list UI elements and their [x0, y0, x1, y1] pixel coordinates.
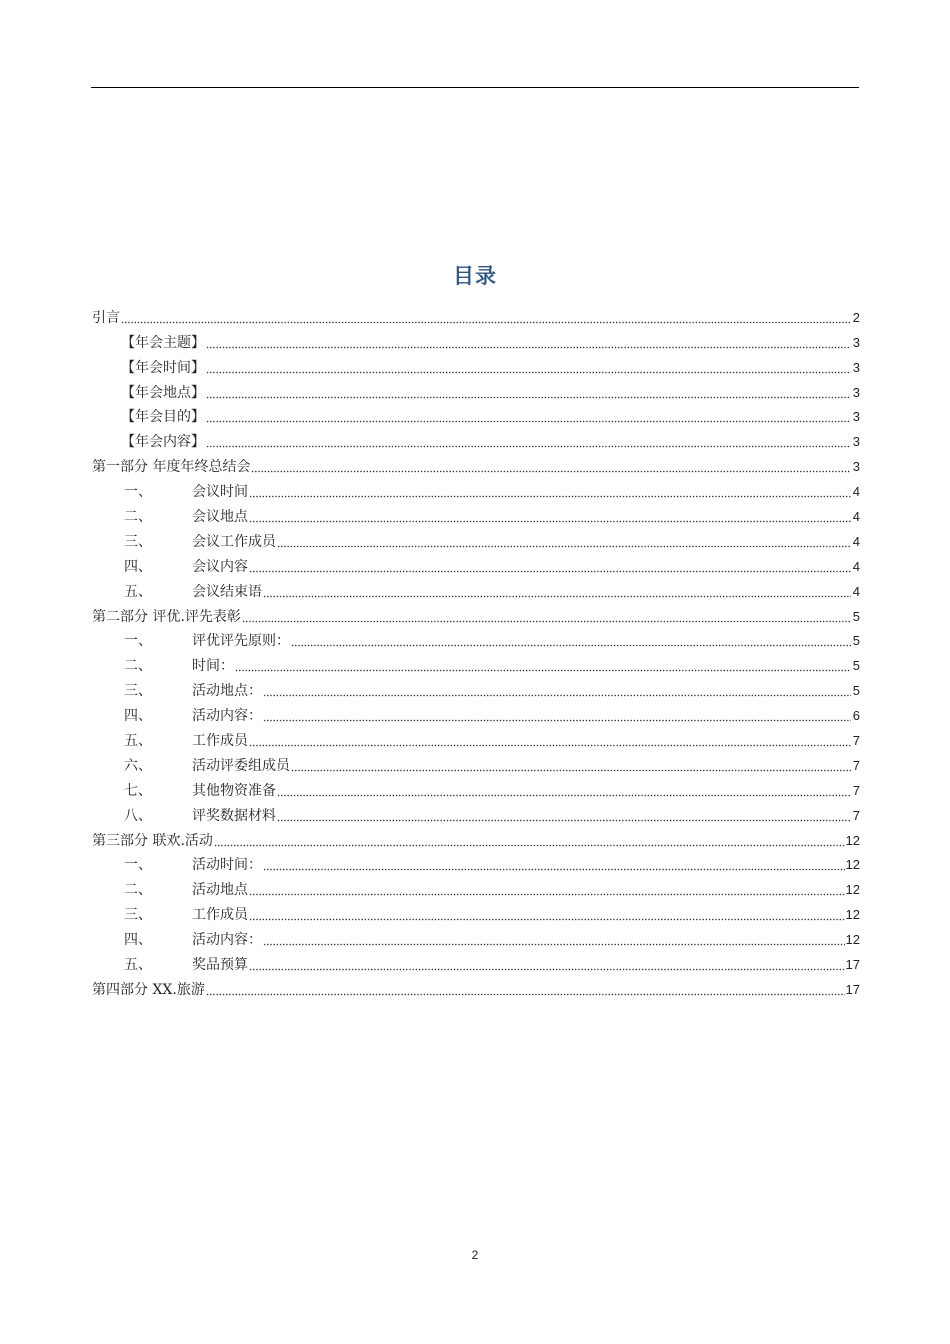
toc-entry-number: 五、 [124, 583, 152, 600]
toc-entry-label: 奖品预算 [192, 957, 248, 974]
toc-dot-leader [277, 819, 851, 822]
toc-entry-number: 五、 [124, 957, 152, 974]
toc-entry-page: 3 [852, 459, 860, 475]
toc-entry-page: 3 [852, 409, 860, 425]
toc-entry-number: 三、 [124, 683, 152, 700]
toc-entry[interactable] [92, 725, 860, 750]
toc-entry-page: 5 [852, 683, 860, 699]
toc-entry-number: 五、 [124, 733, 152, 750]
toc-dot-leader [206, 346, 851, 349]
toc-entry[interactable] [92, 426, 860, 451]
toc-entry[interactable] [92, 974, 860, 999]
page-number: 2 [471, 1248, 479, 1262]
toc-entry-page: 6 [852, 708, 860, 724]
toc-entry-page: 12 [845, 832, 860, 848]
toc-dot-leader [277, 794, 851, 797]
toc-dot-leader [251, 470, 851, 473]
toc-entry-label: 会议内容 [192, 558, 248, 575]
toc-entry-number: 六、 [124, 757, 152, 774]
toc-entry-number: 七、 [124, 782, 152, 799]
toc-entry-page: 12 [845, 932, 860, 948]
toc-entry[interactable] [92, 551, 860, 576]
toc-entry-number: 一、 [124, 633, 152, 650]
toc-entry-page: 17 [845, 981, 860, 997]
toc-dot-leader [206, 445, 851, 448]
toc-dot-leader [235, 669, 851, 672]
toc-entry-page: 3 [852, 334, 860, 350]
toc-dot-leader [249, 570, 851, 573]
toc-dot-leader [206, 396, 851, 399]
toc-entry-number: 二、 [124, 658, 152, 675]
toc-entry-page: 5 [852, 608, 860, 624]
toc-entry[interactable] [92, 302, 860, 327]
toc-entry[interactable] [92, 924, 860, 949]
toc-entry[interactable] [92, 626, 860, 651]
toc-entry-page: 4 [852, 509, 860, 525]
toc-dot-leader [249, 520, 851, 523]
toc-entry-label: 活动地点： [192, 683, 262, 700]
toc-entry[interactable] [92, 377, 860, 402]
toc-entry-number: 三、 [124, 533, 152, 550]
toc-dot-leader [291, 769, 851, 772]
toc-dot-leader [214, 844, 845, 847]
toc-entry-number: 四、 [124, 558, 152, 575]
toc-entry-label: 【年会时间】 [121, 359, 205, 376]
toc-entry-label: 第三部分 联欢.活动 [92, 832, 213, 849]
toc-dot-leader [206, 371, 851, 374]
toc-dot-leader [206, 993, 845, 996]
toc-entry-label: 活动评委组成员 [192, 757, 290, 774]
toc-dot-leader [249, 495, 851, 498]
toc-entry[interactable] [92, 650, 860, 675]
toc-entry-page: 3 [852, 384, 860, 400]
toc-entry-page: 7 [852, 782, 860, 798]
toc-entry-label: 【年会地点】 [121, 384, 205, 401]
toc-entry-label: 活动时间： [192, 857, 262, 874]
toc-entry[interactable] [92, 476, 860, 501]
toc-entry-number: 三、 [124, 907, 152, 924]
toc-entry-page: 12 [845, 907, 860, 923]
toc-dot-leader [249, 744, 851, 747]
toc-entry[interactable] [92, 526, 860, 551]
toc-dot-leader [121, 321, 851, 324]
toc-entry-label: 会议地点 [192, 509, 248, 526]
toc-entry-number: 二、 [124, 882, 152, 899]
toc-dot-leader [249, 968, 845, 971]
toc-entry[interactable] [92, 750, 860, 775]
toc-entry-page: 12 [845, 857, 860, 873]
toc-entry-page: 5 [852, 633, 860, 649]
toc-entry[interactable] [92, 675, 860, 700]
toc-entry[interactable] [92, 800, 860, 825]
toc-dot-leader [263, 595, 851, 598]
toc-entry-number: 一、 [124, 484, 152, 501]
toc-entry[interactable] [92, 352, 860, 377]
header-rule [91, 87, 859, 88]
toc-entry-label: 活动地点 [192, 882, 248, 899]
toc-entry-label: 活动内容： [192, 708, 262, 725]
toc-entry[interactable] [92, 700, 860, 725]
toc-entry-number: 一、 [124, 857, 152, 874]
toc-entry-label: 第四部分 XX.旅游 [92, 981, 205, 998]
toc-dot-leader [249, 893, 845, 896]
toc-entry[interactable] [92, 601, 860, 626]
toc-entry-page: 3 [852, 434, 860, 450]
toc-entry-label: 第一部分 年度年终总结会 [92, 459, 251, 476]
toc-dot-leader [291, 644, 851, 647]
toc-entry-page: 2 [852, 309, 860, 325]
toc-dot-leader [249, 918, 845, 921]
toc-entry-page: 12 [845, 882, 860, 898]
toc-entry-page: 5 [852, 658, 860, 674]
toc-entry-page: 3 [852, 359, 860, 375]
toc-entry-number: 四、 [124, 708, 152, 725]
table-of-contents [92, 302, 860, 999]
toc-entry-label: 工作成员 [192, 907, 248, 924]
toc-entry-label: 评奖数据材料 [192, 807, 276, 824]
toc-entry[interactable] [92, 327, 860, 352]
toc-entry-label: 【年会内容】 [121, 434, 205, 451]
toc-entry[interactable] [92, 451, 860, 476]
toc-entry-label: 会议工作成员 [192, 533, 276, 550]
toc-entry[interactable] [92, 874, 860, 899]
toc-entry-label: 【年会目的】 [121, 409, 205, 426]
toc-entry-page: 7 [852, 733, 860, 749]
toc-dot-leader [263, 943, 845, 946]
toc-entry-label: 工作成员 [192, 733, 248, 750]
toc-entry-page: 7 [852, 757, 860, 773]
toc-entry[interactable] [92, 775, 860, 800]
toc-entry-number: 二、 [124, 509, 152, 526]
toc-dot-leader [263, 694, 851, 697]
toc-entry[interactable] [92, 899, 860, 924]
toc-entry-page: 17 [845, 957, 860, 973]
toc-entry-number: 八、 [124, 807, 152, 824]
toc-entry-label: 时间： [192, 658, 234, 675]
toc-entry-page: 4 [852, 558, 860, 574]
toc-entry-label: 会议时间 [192, 484, 248, 501]
toc-entry[interactable] [92, 576, 860, 601]
toc-entry-label: 其他物资准备 [192, 782, 276, 799]
toc-entry-page: 4 [852, 533, 860, 549]
toc-entry-label: 引言 [92, 309, 120, 326]
toc-dot-leader [263, 868, 845, 871]
toc-entry[interactable] [92, 850, 860, 875]
toc-dot-leader [242, 620, 851, 623]
toc-entry-label: 【年会主题】 [121, 334, 205, 351]
toc-entry-label: 第二部分 评优.评先表彰 [92, 608, 241, 625]
toc-entry-label: 会议结束语 [192, 583, 262, 600]
toc-dot-leader [263, 719, 851, 722]
toc-entry-label: 评优评先原则： [192, 633, 290, 650]
toc-entry[interactable] [92, 501, 860, 526]
toc-entry[interactable] [92, 825, 860, 850]
toc-entry-page: 4 [852, 484, 860, 500]
toc-entry-page: 7 [852, 807, 860, 823]
toc-entry-label: 活动内容： [192, 932, 262, 949]
toc-title: 目录 [453, 264, 497, 288]
toc-entry[interactable] [92, 402, 860, 427]
toc-entry-number: 四、 [124, 932, 152, 949]
toc-dot-leader [206, 420, 851, 423]
toc-entry-page: 4 [852, 583, 860, 599]
toc-dot-leader [277, 545, 851, 548]
toc-entry[interactable] [92, 949, 860, 974]
